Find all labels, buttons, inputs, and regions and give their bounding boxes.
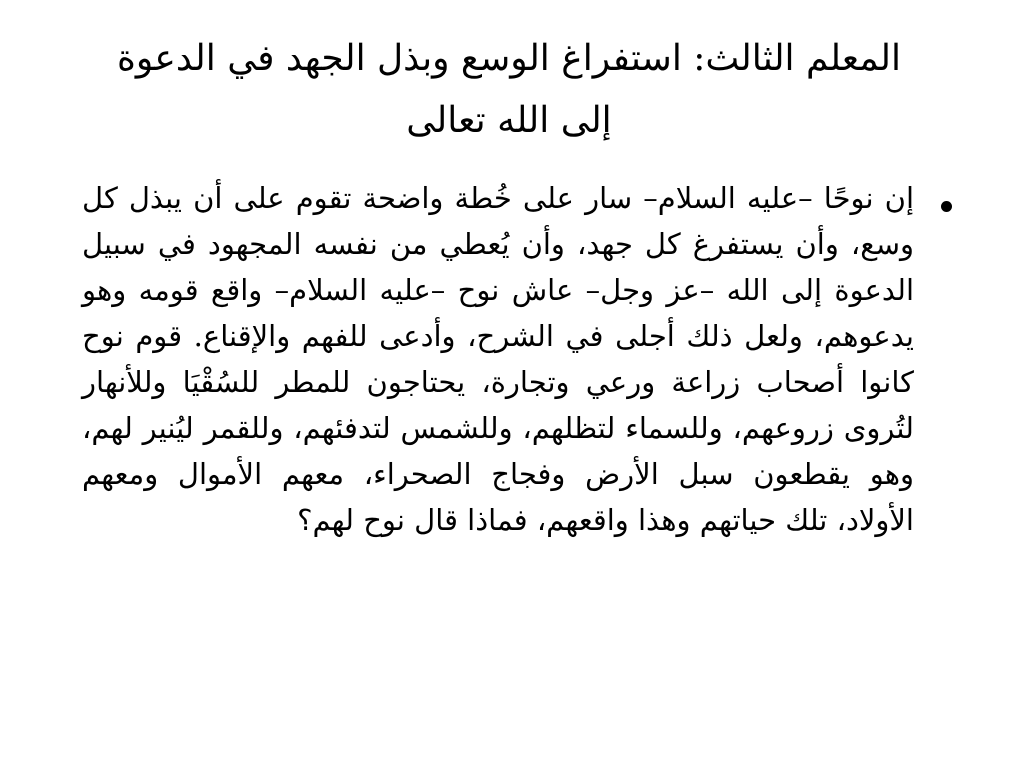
bullet-item xyxy=(82,175,952,543)
bullet-text: إن نوحًا –عليه السلام– سار على خُطة واضحة تقوم على أن يبذل كل وسع، وأن يستفرغ كل جهد، وأن يُعطي من نفسه المجهود في سبيل الدعوة إلى الله –عز وجل– عاش نوح –عليه السلام– واقع قومه وهو يدعوهم، ولعل ذلك أجلى في الشرح، وأدعى للفهم والإقناع. قوم نوح كانوا أصحاب زراعة ورعي وتجارة، يحتاجون للمطر للسُقْيَا وللأنهار لتُروى زروعهم، وللسماء لتظلهم، وللشمس لتدفئهم، وللقمر ليُنير لهم، وهو يقطعون سبل الأرض وفجاج الصحراء، معهم الأموال ومعهم الأولاد، تلك حياتهم وهذا واقعهم، فماذا قال نوح لهم؟ xyxy=(82,181,914,537)
bullet-dot-icon xyxy=(941,201,952,212)
slide-title: المعلم الثالث: استفراغ الوسع وبذل الجهد في الدعوة إلى الله تعالى xyxy=(116,38,902,141)
bullet-list xyxy=(82,175,952,543)
